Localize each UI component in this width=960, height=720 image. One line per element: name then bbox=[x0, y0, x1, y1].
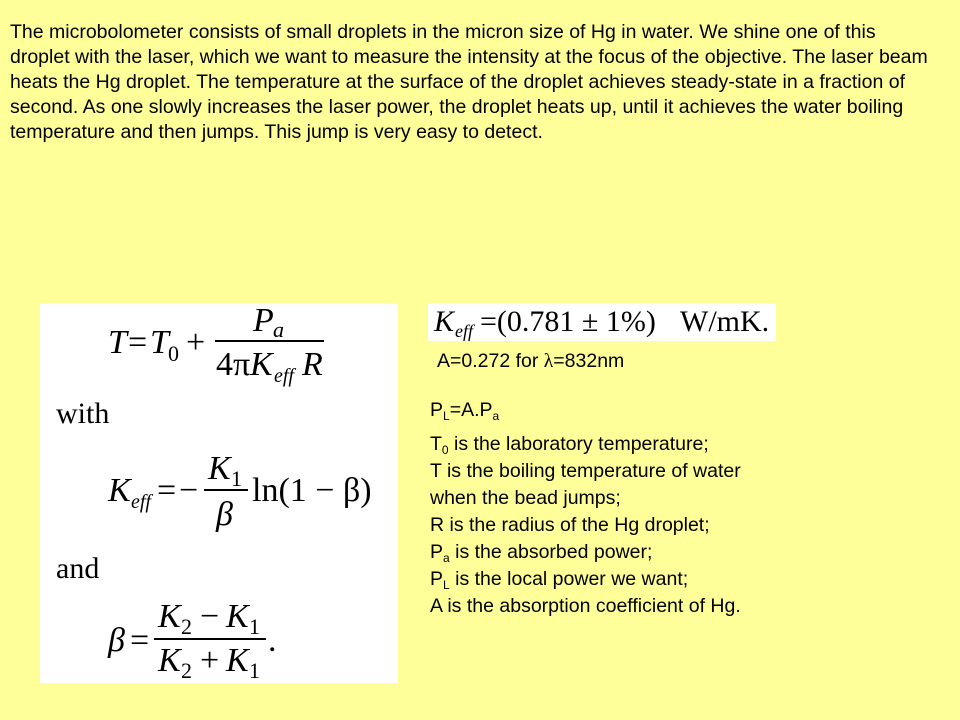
def-t0-text: is the laboratory temperature; bbox=[448, 433, 709, 455]
def-t-line2: when the bead jumps; bbox=[430, 487, 621, 509]
absorption-prefix: A=0.272 for bbox=[437, 350, 544, 372]
with-word: with bbox=[56, 397, 110, 430]
equation-temperature bbox=[108, 303, 324, 387]
eq3-lhs: β bbox=[108, 622, 125, 659]
intro-paragraph: The microbolometer consists of small droplets in the micron size of Hg in water. We shine one of this droplet with the laser, which we want to measure the intensity at the focus of the objective. The laser beam heats the Hg droplet. The temperature at the surface of the droplet achieves steady-state in a fraction of second. As one slowly increases the laser power, the droplet heats up, until it achieves the water boiling temperature and then jumps. This jump is very easy to detect. bbox=[10, 21, 928, 143]
eq3-num-b-sub: 1 bbox=[249, 614, 260, 639]
def-pl-base: P bbox=[430, 568, 444, 590]
eq1-den-prefix: 4π bbox=[216, 346, 251, 383]
and-word: and bbox=[56, 552, 100, 585]
eq3-num-op: − bbox=[200, 598, 220, 635]
def-pa-sub: a bbox=[443, 551, 450, 565]
eq2-den: β bbox=[216, 496, 233, 533]
eq2-log: ln(1 − β) bbox=[252, 472, 372, 509]
keff-base: K bbox=[434, 305, 455, 338]
keff-unit: W/mK. bbox=[680, 305, 770, 338]
eq1-num-base: P bbox=[253, 303, 274, 339]
equation-figure bbox=[40, 303, 398, 683]
keff-value-figure bbox=[428, 303, 776, 341]
eq2-num-base: K bbox=[208, 450, 231, 487]
keff-sub: eff bbox=[455, 321, 473, 341]
eq2-equals: = bbox=[157, 472, 177, 509]
def-pa bbox=[430, 539, 870, 566]
eq1-num-sub: a bbox=[273, 317, 284, 342]
lambda-symbol: λ bbox=[543, 351, 554, 372]
eq3-num-a: K bbox=[158, 598, 181, 635]
eq1-den-suffix: R bbox=[302, 346, 323, 383]
eq1-lhs: T bbox=[108, 324, 127, 361]
eq1-equals: = bbox=[128, 324, 148, 361]
eq1-t0-base: T bbox=[150, 324, 169, 361]
keff-value-box bbox=[428, 303, 776, 341]
absorption-line bbox=[437, 349, 624, 374]
eq3-den-a: K bbox=[158, 642, 181, 679]
eq3-num-b: K bbox=[226, 598, 249, 635]
eq3-num-a-sub: 2 bbox=[181, 614, 192, 639]
pl-base: P bbox=[430, 399, 444, 421]
eq3-den-a-sub: 2 bbox=[181, 658, 192, 683]
def-t0-sub: 0 bbox=[441, 443, 449, 457]
def-pa-base: P bbox=[430, 541, 444, 563]
eq1-den-base: K bbox=[250, 346, 273, 383]
eq2-lhs-base: K bbox=[108, 472, 131, 509]
eq3-den-b-sub: 1 bbox=[249, 658, 260, 683]
def-pl-text: is the local power we want; bbox=[449, 568, 689, 590]
eq3-equals: = bbox=[130, 622, 150, 659]
pa-sub: a bbox=[492, 409, 500, 423]
eq1-t0-sub: 0 bbox=[168, 341, 179, 366]
def-pa-text: is the absorbed power; bbox=[449, 541, 653, 563]
definitions-list bbox=[430, 431, 870, 620]
def-t0 bbox=[430, 431, 870, 458]
power-relation bbox=[430, 398, 499, 422]
def-pl bbox=[430, 566, 870, 593]
def-r: R is the radius of the Hg droplet; bbox=[430, 514, 710, 536]
keff-number: =(0.781 ± 1%) bbox=[480, 305, 656, 338]
eq3-den-op: + bbox=[200, 642, 220, 679]
equation-panel bbox=[40, 303, 398, 683]
eq1-den-sub: eff bbox=[274, 365, 294, 387]
eq1-plus: + bbox=[186, 324, 206, 361]
eq3-period: . bbox=[268, 622, 277, 659]
def-t0-base: T bbox=[430, 433, 442, 455]
pl-sub: L bbox=[443, 409, 450, 423]
def-pl-sub: L bbox=[443, 578, 450, 592]
equation-beta bbox=[107, 598, 277, 683]
def-t-line1: T is the boiling temperature of water bbox=[430, 460, 741, 482]
eq2-lhs-sub: eff bbox=[131, 491, 151, 513]
eq3-den-b: K bbox=[226, 642, 249, 679]
eq2-num-sub: 1 bbox=[231, 466, 242, 491]
equation-keff bbox=[107, 450, 372, 533]
pl-mid: =A.P bbox=[449, 399, 493, 421]
absorption-suffix: =832nm bbox=[553, 350, 625, 372]
eq2-minus: − bbox=[179, 472, 199, 509]
def-a: A is the absorption coefficient of Hg. bbox=[430, 595, 741, 617]
